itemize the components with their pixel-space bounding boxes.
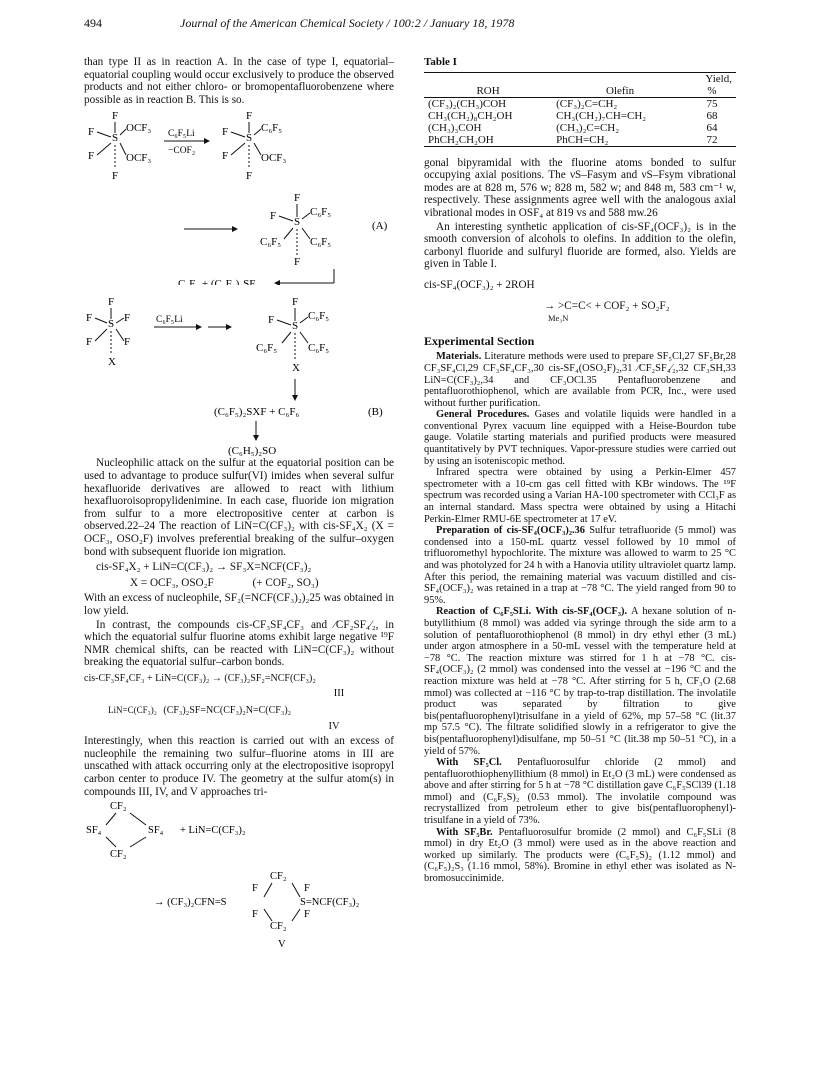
table-cell: CH₃(CH₂)₈CH₂OH [428, 109, 513, 122]
catalyst-label: Me₃N [548, 313, 569, 324]
yield-table [424, 72, 736, 147]
reagent-label: LiN=C(CF₃)₂ [108, 705, 157, 716]
atom-label: C₆F₅ [261, 122, 283, 135]
equation: cis-SF₄X₂ + LiN=C(CF₃)₂ → SF₃X=NCF(CF₃)₂ [96, 561, 312, 574]
atom-label: S [292, 320, 299, 333]
atom-label: CF₂ [110, 849, 127, 861]
paragraph-text: Literature methods were used to prepare SF₅Cl,27 SF₅Br,28 CF₃SF₄Cl,29 CF₃SF₄CF₃,30 cis-SF₄(OSO₂F)₂,31 ⁄CF₂SF₄⁄₂,32 CF₃SH,33 LiN=C(CF₃)₂,34 and CF₃OCl.35 Pentafluorobenzene and pentafluorothiophenol, which are available from PCR, Inc., were used without further purification. [424, 351, 736, 409]
atom-label: F [252, 909, 258, 921]
right-column [424, 56, 736, 885]
atom-label: F [124, 312, 131, 325]
equation: cis-SF₄(OCF₃)₂ + 2ROH [424, 278, 535, 291]
journal-citation: Journal of the American Chemical Society / 100:2 / January 18, 1978 [180, 16, 515, 30]
table-cell: PhCH₂CH₂OH [428, 133, 494, 146]
atom-label: F [88, 150, 95, 163]
equation [108, 704, 394, 718]
atom-label: F [292, 296, 299, 309]
paragraph [424, 351, 736, 409]
atom-label: S [246, 132, 253, 145]
page-number: 494 [84, 16, 102, 30]
atom-label: F [86, 336, 93, 349]
atom-label: F [112, 110, 119, 123]
atom-label: C₆F₅ [310, 206, 332, 219]
table-header [552, 72, 688, 85]
paragraph [424, 827, 736, 885]
paragraph-text: Sulfur tetrafluoride (5 mmol) was condensed into a 150-mL quartz vessel followed by 10 mmol of trifluoromethyl hypochlorite. The mixture was allowed to warm to 25 °C and was photolyzed for 24 h with a Hanovia utility ultraviolet quartz lamp. After this period, the remaining material was vacuum distilled and cis-SF₄(OCF₃)₂ was retained in a trap at −78 °C. The yield ranged from 90 to 95%. [424, 525, 736, 606]
paragraph: gonal bipyramidal with the fluorine atoms bonded to sulfur occupying axial positions. The νS–Fasym and νS–Fsym vibrational modes are at 828 m, 576 w; 828 m, 582 w; and 848 m, 583 cm⁻¹ w, respectively. These assignments agree well with the analogous axial vibrational modes in OSF₄ at 819 vs and 588 mw.26 [424, 156, 736, 219]
table-cell: (CF₃)₂(CH₃)COH [428, 97, 507, 110]
atom-label: F [294, 192, 301, 205]
table-header: ROH [476, 84, 500, 97]
paragraph: An interesting synthetic application of cis-SF₄(OCF₃)₂ is in the smooth conversion of alcohols to olefins. In addition to the olefin, carbonyl fluoride and sulfuryl fluoride are formed, also. Yields are given in Table I. [424, 220, 736, 271]
atom-label: F [222, 150, 229, 163]
table-header [424, 72, 552, 85]
equation-part: (CF₃)₂SF=NC(CF₃)₂N=C(CF₃)₂ [163, 705, 292, 717]
paragraph: Nucleophilic attack on the sulfur at the equatorial position can be used to advantage to produce sulfur(VI) imides when several sulfur hexafluoride derivatives are allowed to react with lithium hexafluoroisopropylidenimine. In each case, fluoride ion migration from sulfur to a more electropositive center at carbon is observed.22–24 The reaction of LiN=C(CF₃)₂ with cis-SF₄X₂ (X = OCF₃, OSO₂F) involves preferential breaking of the sulfur–oxygen bond with subsequent fluoride ion migration. [84, 457, 394, 558]
table-cell: 64 [706, 121, 718, 134]
table-row [424, 134, 736, 147]
atom-label: OCF₃ [126, 152, 152, 165]
table-row [424, 110, 736, 122]
atom-label: F [252, 883, 258, 895]
paragraph: Infrared spectra were obtained by using a Perkin-Elmer 457 spectrometer with a 10-cm gas cell fitted with KBr windows. The ¹⁹F spectrum was recorded using a Varian HA-100 spectrometer with CCl₃F as an internal standard. Mass spectra were obtained by using a Hitachi Perkin-Elmer RMU-6E spectrometer at 17 eV. [424, 467, 736, 525]
paragraph-text: A hexane solution of n-butyllithium (8 mmol) was added via syringe through the side arm to a solution of pentafluorothiophenol (8 mmol) in dry ethyl ether (3 mL) under argon atmosphere in a 50-mL vessel with the temperature held at −78 °C. The reaction mixture was stirred for 1 h at −78 °C. cis-SF₄(OCF₃)₂ (2 mmol) was condensed into the vessel at −196 °C and the reaction mixture was held at −78 °C. After stirring for 5 h, CF₃O (2.68 mmol) was collected at −116 °C by trap-to-trap distillation. The involatile product was separated by filtration to give bis(pentafluorophenyl)trisulfane in a yield of 62%, mp 57–58 °C (lit.37 mp 57.5 °C). The filtrate solidified slowly in a refrigerator to give the bis(pentafluorophenyl)disulfane, mp 50–51 °C (lit.38 mp 50–51 °C), in a yield of 57%. [424, 606, 736, 757]
reagent-label: −COF₂ [168, 146, 196, 157]
paragraph [424, 525, 736, 606]
paragraph [424, 757, 736, 827]
paragraph [424, 409, 736, 467]
atom-label: S [108, 318, 115, 331]
run-in-heading: Preparation of cis-SF₄(OCF₃)₂.36 [436, 525, 585, 537]
table-cell: (CH₃)₃COH [428, 121, 482, 134]
compound-label: III [333, 688, 345, 700]
product-label: C₆F₆ + (C₆F₅)₂SF₂ [178, 278, 260, 286]
table-cell: 75 [706, 97, 718, 110]
table-title: Table I [424, 56, 457, 68]
scheme-a [84, 107, 394, 285]
run-in-heading: Materials. [436, 351, 482, 363]
atom-label: S [112, 132, 119, 145]
equation: → >C=C< + COF₂ + SO₂F₂ [544, 299, 670, 312]
equation [130, 577, 394, 590]
paragraph-text: Gases and volatile liquids were handled in a conventional Pyrex vacuum line equipped with a Heise-Bourdon tube gauge. Volatile starting materials and purified products were measured quantitatively by PVT techniques. Vapor-pressure studies were carried out by using an isoteniscopic method. [424, 409, 736, 467]
atom-label: F [268, 314, 275, 327]
section-heading: Experimental Section [424, 333, 535, 348]
atom-label: SF₄ [86, 825, 102, 837]
paragraph: than type II as in reaction A. In the case of type I, equatorial–equatorial coupling would occur exclusively to produce the observed products and not either chloro- or bromopentafluorobenzene where possible as in reaction B. This is so. [84, 56, 394, 106]
equation-part: → (CF₃)₂CFN=S [154, 897, 227, 909]
table-cell: 72 [706, 133, 718, 146]
scheme-a-drawing [84, 107, 394, 285]
table-header: % [707, 84, 717, 97]
equation-part: S=NCF(CF₃)₂ [300, 897, 360, 909]
product-label: (C₆F₅)₂SXF + C₆F₆ [214, 406, 300, 419]
compound-label: IV [328, 720, 340, 732]
atom-label: F [108, 296, 115, 309]
atom-label: F [222, 126, 229, 139]
table-header: Yield, [705, 72, 732, 85]
scheme-b [84, 293, 394, 457]
atom-label: F [86, 312, 93, 325]
atom-label: SF₄ [148, 825, 164, 837]
run-in-heading: General Procedures. [436, 409, 530, 421]
atom-label: CF₂ [270, 871, 287, 883]
paragraph: In contrast, the compounds cis-CF₃SF₄CF₃ and ⁄CF₂SF₄⁄₂, in which the equatorial sulfur fluorine atoms exhibit large negative ¹⁹F NMR chemical shifts, can be reacted with LiN=C(CF₃)₂ without breaking the equatorial sulfur–carbon bonds. [84, 618, 394, 669]
reagent-label: C₆F₅Li [168, 129, 195, 140]
equation-part: (+ COF₂, SO₃) [252, 576, 319, 589]
reaction-label: (B) [368, 406, 383, 419]
atom-label: CF₂ [270, 921, 287, 933]
atom-label: F [112, 170, 119, 183]
equation: cis-CF₃SF₄CF₃ + LiN=C(CF₃)₂ → (CF₃)₂SF₂=NCF(CF₃)₂ [84, 672, 316, 684]
table-cell: (CH₃)₂C=CH₂ [556, 121, 620, 134]
scheme-c [84, 799, 394, 949]
atom-label: F [246, 110, 253, 123]
table-row [424, 97, 736, 110]
scheme-b-drawing [84, 293, 394, 457]
compound-label: V [278, 939, 286, 950]
left-column [84, 56, 394, 949]
atom-label: CF₂ [110, 801, 127, 813]
atom-label: OCF₃ [261, 152, 287, 165]
run-in-heading: With SF₅Cl. [436, 757, 502, 769]
table-header: Olefin [606, 84, 635, 97]
table-cell: PhCH=CH₂ [556, 133, 609, 146]
equation-part: + LiN=C(CF₃)₂ [180, 825, 246, 837]
table-row [424, 122, 736, 134]
atom-label: C₆F₅ [308, 342, 330, 355]
experimental-text [424, 351, 736, 884]
atom-label: F [270, 210, 277, 223]
atom-label: C₆F₅ [260, 236, 282, 249]
atom-label: F [124, 336, 131, 349]
run-in-heading: With SF₅Br. [436, 826, 493, 838]
atom-label: S [294, 216, 301, 229]
paragraph-text: Pentafluorosulfur bromide (2 mmol) and C₆F₅SLi (8 mmol) in dry Et₂O (3 mmol) were used as in the above reaction and worked up similarly. The products were (C₆F₅S)₂ (1.12 mmol) and (C₆F₅)₂S₃ (1.16 mmol, 58%). Bromine in ethyl ether was isolated as N-bromosuccinimide. [424, 826, 737, 885]
atom-label: C₆F₅ [310, 236, 332, 249]
atom-label: X [108, 356, 116, 369]
run-in-heading: Reaction of C₆F₅SLi. With cis-SF₄(OCF₃). [436, 606, 628, 618]
atom-label: C₆F₅ [256, 342, 278, 355]
table-cell: CH₃(CH₂)₇CH=CH₂ [556, 109, 647, 122]
product-label: (C₆H₅)₂SO [228, 445, 277, 458]
atom-label: X [292, 362, 300, 375]
table-cell: (CF₃)₂C=CH₂ [556, 97, 618, 110]
atom-label: OCF₃ [126, 122, 152, 135]
table-cell: 68 [706, 109, 718, 122]
paragraph: Interestingly, when this reaction is carried out with an excess of nucleophile the remaining two sulfur–fluorine atoms in III are unscathed with attack occurring only at the electropositive isopropyl carbon center to produce IV. The geometry at the sulfur atom(s) in compounds III, IV, and V approaches tri- [84, 735, 394, 798]
atom-label: F [304, 909, 310, 921]
paragraph [424, 606, 736, 757]
paragraph: With an excess of nucleophile, SF₂(=NCF(CF₃)₂)₂25 was obtained in low yield. [84, 592, 394, 617]
atom-label: F [88, 126, 95, 139]
atom-label: F [304, 883, 310, 895]
atom-label: F [246, 170, 253, 183]
scheme-c-drawing [84, 799, 394, 949]
atom-label: F [294, 256, 301, 269]
reaction-label: (A) [372, 220, 388, 233]
equation-part: X = OCF₃, OSO₂F [130, 576, 214, 589]
reagent-label: C₆F₅Li [156, 315, 183, 326]
paragraph-text: Pentafluorosulfur chloride (2 mmol) and pentafluorothiophenyllithium (8 mmol) in Et₂O (3 mL) were condensed as above and after stirring for 5 h at −78 °C distillation gave C₆F₅SCl39 (1.18 mmol) and (C₆F₅S)₂ (0.53 mmol). The involatile compound was recrystallized from petroleum ether to give bis(pentafluorophenyl)-trisulfane in a yield of 73%. [424, 757, 736, 827]
atom-label: C₆F₅ [308, 310, 330, 323]
